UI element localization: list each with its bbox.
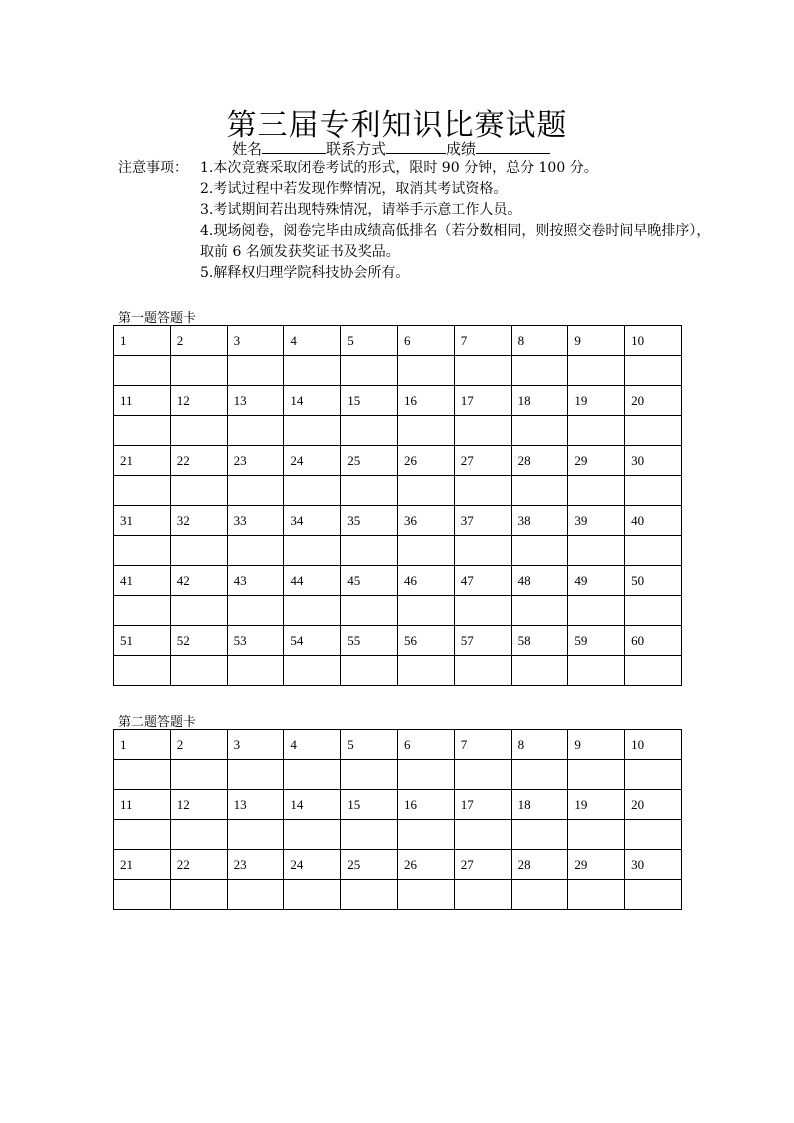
answer-cell[interactable] bbox=[454, 476, 511, 506]
question-number-cell: 47 bbox=[454, 566, 511, 596]
question-number-cell: 29 bbox=[568, 850, 625, 880]
notice-item: 3.考试期间若出现特殊情况，请举手示意工作人员。 bbox=[200, 202, 522, 218]
question-number-cell: 26 bbox=[397, 850, 454, 880]
question-number-cell: 15 bbox=[341, 386, 398, 416]
question-number-cell: 60 bbox=[625, 626, 682, 656]
question-number-cell: 17 bbox=[454, 790, 511, 820]
answer-cell[interactable] bbox=[170, 760, 227, 790]
question-number-cell: 52 bbox=[170, 626, 227, 656]
name-blank[interactable] bbox=[262, 139, 326, 154]
answer-cell[interactable] bbox=[511, 820, 568, 850]
question-number-row bbox=[114, 626, 682, 656]
answer-cell[interactable] bbox=[170, 820, 227, 850]
answer-cell[interactable] bbox=[170, 356, 227, 386]
question-number-row bbox=[114, 850, 682, 880]
answer-cell[interactable] bbox=[170, 416, 227, 446]
question-number-cell: 56 bbox=[397, 626, 454, 656]
answer-cell[interactable] bbox=[568, 596, 625, 626]
question-number-cell: 18 bbox=[511, 386, 568, 416]
question-number-cell: 14 bbox=[284, 790, 341, 820]
answer-cell[interactable] bbox=[341, 760, 398, 790]
answer-cell[interactable] bbox=[454, 656, 511, 686]
answer-cell[interactable] bbox=[284, 596, 341, 626]
answer-cell[interactable] bbox=[568, 760, 625, 790]
answer-cell[interactable] bbox=[341, 356, 398, 386]
answer-row bbox=[114, 356, 682, 386]
answer-cell[interactable] bbox=[454, 596, 511, 626]
question-number-cell: 7 bbox=[454, 730, 511, 760]
question-number-cell: 12 bbox=[170, 790, 227, 820]
question-number-cell: 59 bbox=[568, 626, 625, 656]
question-number-cell: 10 bbox=[625, 326, 682, 356]
contact-blank[interactable] bbox=[386, 139, 446, 154]
answer-cell[interactable] bbox=[511, 596, 568, 626]
question-number-cell: 58 bbox=[511, 626, 568, 656]
question-number-cell: 20 bbox=[625, 386, 682, 416]
question-number-row bbox=[114, 446, 682, 476]
answer-cell[interactable] bbox=[397, 820, 454, 850]
question-number-cell: 39 bbox=[568, 506, 625, 536]
answer-cell[interactable] bbox=[341, 596, 398, 626]
answer-cell[interactable] bbox=[511, 416, 568, 446]
answer-cell[interactable] bbox=[227, 820, 284, 850]
question-number-cell: 54 bbox=[284, 626, 341, 656]
answer-cell[interactable] bbox=[511, 536, 568, 566]
question-number-cell: 41 bbox=[114, 566, 171, 596]
question-number-cell: 27 bbox=[454, 446, 511, 476]
question-number-cell: 9 bbox=[568, 730, 625, 760]
answer-cell[interactable] bbox=[227, 476, 284, 506]
answer-cell[interactable] bbox=[114, 656, 171, 686]
student-info-line bbox=[232, 138, 550, 159]
answer-cell[interactable] bbox=[170, 880, 227, 910]
question-number-cell: 10 bbox=[625, 730, 682, 760]
answer-cell[interactable] bbox=[114, 880, 171, 910]
answer-cell[interactable] bbox=[454, 880, 511, 910]
question-number-cell: 30 bbox=[625, 446, 682, 476]
question-number-cell: 44 bbox=[284, 566, 341, 596]
question-number-cell: 9 bbox=[568, 326, 625, 356]
answer-row bbox=[114, 880, 682, 910]
answer-cell[interactable] bbox=[568, 476, 625, 506]
answer-cell[interactable] bbox=[284, 656, 341, 686]
answer-cell[interactable] bbox=[397, 596, 454, 626]
question-number-cell: 51 bbox=[114, 626, 171, 656]
question-number-cell: 26 bbox=[397, 446, 454, 476]
contact-label: 联系方式 bbox=[326, 140, 387, 158]
answer-cell[interactable] bbox=[625, 656, 682, 686]
answer-cell[interactable] bbox=[568, 416, 625, 446]
notice-section bbox=[118, 158, 718, 284]
question-number-cell: 6 bbox=[397, 730, 454, 760]
question-number-cell: 29 bbox=[568, 446, 625, 476]
question-number-cell: 8 bbox=[511, 730, 568, 760]
answer-cell[interactable] bbox=[397, 656, 454, 686]
answer-cell[interactable] bbox=[568, 656, 625, 686]
answer-cell[interactable] bbox=[625, 880, 682, 910]
question-number-cell: 4 bbox=[284, 730, 341, 760]
answer-cell[interactable] bbox=[170, 656, 227, 686]
card1-label: 第一题答题卡 bbox=[118, 311, 197, 326]
question-number-cell: 3 bbox=[227, 730, 284, 760]
question-number-cell: 7 bbox=[454, 326, 511, 356]
question-number-cell: 49 bbox=[568, 566, 625, 596]
answer-row bbox=[114, 656, 682, 686]
answer-cell[interactable] bbox=[284, 476, 341, 506]
question-number-row bbox=[114, 506, 682, 536]
question-number-cell: 45 bbox=[341, 566, 398, 596]
answer-cell[interactable] bbox=[227, 760, 284, 790]
question-number-cell: 28 bbox=[511, 446, 568, 476]
name-label: 姓名 bbox=[232, 140, 263, 158]
question-number-cell: 1 bbox=[114, 326, 171, 356]
answer-cell[interactable] bbox=[284, 820, 341, 850]
question-number-row bbox=[114, 326, 682, 356]
answer-cell[interactable] bbox=[397, 536, 454, 566]
answer-cell[interactable] bbox=[341, 820, 398, 850]
question-number-cell: 42 bbox=[170, 566, 227, 596]
answer-cell[interactable] bbox=[454, 536, 511, 566]
question-number-cell: 33 bbox=[227, 506, 284, 536]
question-number-cell: 4 bbox=[284, 326, 341, 356]
question-number-cell: 1 bbox=[114, 730, 171, 760]
answer-cell[interactable] bbox=[114, 760, 171, 790]
question-number-row bbox=[114, 730, 682, 760]
question-number-cell: 55 bbox=[341, 626, 398, 656]
answer-cell[interactable] bbox=[625, 536, 682, 566]
answer-cell[interactable] bbox=[568, 880, 625, 910]
notice-item: 2.考试过程中若发现作弊情况，取消其考试资格。 bbox=[200, 181, 508, 197]
answer-cell[interactable] bbox=[397, 356, 454, 386]
question-number-cell: 11 bbox=[114, 386, 171, 416]
answer-cell[interactable] bbox=[341, 476, 398, 506]
question-number-cell: 48 bbox=[511, 566, 568, 596]
question-number-cell: 38 bbox=[511, 506, 568, 536]
answer-cell[interactable] bbox=[568, 536, 625, 566]
question-number-cell: 37 bbox=[454, 506, 511, 536]
answer-row bbox=[114, 536, 682, 566]
question-number-cell: 36 bbox=[397, 506, 454, 536]
score-label: 成绩 bbox=[446, 140, 477, 158]
answer-cell[interactable] bbox=[114, 476, 171, 506]
question-number-cell: 18 bbox=[511, 790, 568, 820]
answer-cell[interactable] bbox=[625, 476, 682, 506]
question-number-cell: 23 bbox=[227, 446, 284, 476]
question-number-cell: 35 bbox=[341, 506, 398, 536]
question-number-cell: 8 bbox=[511, 326, 568, 356]
question-number-cell: 22 bbox=[170, 446, 227, 476]
answer-cell[interactable] bbox=[227, 656, 284, 686]
answer-cell[interactable] bbox=[625, 820, 682, 850]
question-number-cell: 2 bbox=[170, 730, 227, 760]
question-number-cell: 2 bbox=[170, 326, 227, 356]
question-number-cell: 19 bbox=[568, 790, 625, 820]
answer-cell[interactable] bbox=[511, 356, 568, 386]
question-number-cell: 14 bbox=[284, 386, 341, 416]
question-number-cell: 21 bbox=[114, 446, 171, 476]
answer-cell[interactable] bbox=[284, 416, 341, 446]
answer-cell[interactable] bbox=[227, 416, 284, 446]
notice-list bbox=[200, 158, 718, 284]
card2-label: 第二题答题卡 bbox=[118, 715, 197, 730]
question-number-cell: 34 bbox=[284, 506, 341, 536]
question-number-cell: 43 bbox=[227, 566, 284, 596]
score-blank[interactable] bbox=[476, 139, 550, 154]
answer-cell[interactable] bbox=[625, 416, 682, 446]
answer-cell[interactable] bbox=[568, 356, 625, 386]
question-number-cell: 22 bbox=[170, 850, 227, 880]
question-number-row bbox=[114, 566, 682, 596]
question-number-cell: 23 bbox=[227, 850, 284, 880]
answer-row bbox=[114, 596, 682, 626]
answer-cell[interactable] bbox=[397, 476, 454, 506]
answer-card-1 bbox=[113, 325, 682, 686]
question-number-cell: 5 bbox=[341, 326, 398, 356]
answer-row bbox=[114, 416, 682, 446]
question-number-cell: 20 bbox=[625, 790, 682, 820]
question-number-cell: 30 bbox=[625, 850, 682, 880]
answer-cell[interactable] bbox=[341, 656, 398, 686]
answer-cell[interactable] bbox=[397, 416, 454, 446]
answer-cell[interactable] bbox=[397, 880, 454, 910]
answer-card-2 bbox=[113, 729, 682, 910]
answer-row bbox=[114, 760, 682, 790]
answer-cell[interactable] bbox=[170, 596, 227, 626]
question-number-row bbox=[114, 386, 682, 416]
answer-cell[interactable] bbox=[114, 416, 171, 446]
question-number-cell: 12 bbox=[170, 386, 227, 416]
answer-cell[interactable] bbox=[114, 820, 171, 850]
page-title: 第三届专利知识比赛试题 bbox=[226, 108, 568, 143]
notice-item: 1.本次竞赛采取闭卷考试的形式，限时 90 分钟，总分 100 分。 bbox=[200, 160, 598, 176]
answer-cell[interactable] bbox=[568, 820, 625, 850]
answer-cell[interactable] bbox=[114, 596, 171, 626]
question-number-cell: 24 bbox=[284, 446, 341, 476]
answer-row bbox=[114, 820, 682, 850]
answer-cell[interactable] bbox=[454, 416, 511, 446]
question-number-cell: 50 bbox=[625, 566, 682, 596]
answer-cell[interactable] bbox=[454, 820, 511, 850]
question-number-cell: 28 bbox=[511, 850, 568, 880]
answer-cell[interactable] bbox=[227, 596, 284, 626]
question-number-cell: 32 bbox=[170, 506, 227, 536]
answer-cell[interactable] bbox=[284, 356, 341, 386]
answer-cell[interactable] bbox=[341, 416, 398, 446]
answer-cell[interactable] bbox=[284, 880, 341, 910]
question-number-cell: 16 bbox=[397, 790, 454, 820]
answer-cell[interactable] bbox=[397, 760, 454, 790]
question-number-cell: 16 bbox=[397, 386, 454, 416]
question-number-cell: 15 bbox=[341, 790, 398, 820]
answer-cell[interactable] bbox=[284, 760, 341, 790]
question-number-cell: 40 bbox=[625, 506, 682, 536]
question-number-cell: 6 bbox=[397, 326, 454, 356]
question-number-cell: 13 bbox=[227, 790, 284, 820]
question-number-cell: 57 bbox=[454, 626, 511, 656]
question-number-cell: 31 bbox=[114, 506, 171, 536]
answer-cell[interactable] bbox=[227, 356, 284, 386]
question-number-cell: 11 bbox=[114, 790, 171, 820]
answer-cell[interactable] bbox=[454, 356, 511, 386]
question-number-cell: 24 bbox=[284, 850, 341, 880]
answer-cell[interactable] bbox=[114, 356, 171, 386]
answer-cell[interactable] bbox=[170, 536, 227, 566]
question-number-cell: 25 bbox=[341, 850, 398, 880]
answer-cell[interactable] bbox=[227, 536, 284, 566]
answer-cell[interactable] bbox=[341, 536, 398, 566]
question-number-cell: 3 bbox=[227, 326, 284, 356]
answer-cell[interactable] bbox=[625, 596, 682, 626]
question-number-cell: 46 bbox=[397, 566, 454, 596]
answer-cell[interactable] bbox=[625, 356, 682, 386]
answer-cell[interactable] bbox=[114, 536, 171, 566]
answer-cell[interactable] bbox=[511, 476, 568, 506]
question-number-cell: 27 bbox=[454, 850, 511, 880]
question-number-cell: 21 bbox=[114, 850, 171, 880]
question-number-cell: 5 bbox=[341, 730, 398, 760]
notice-item: 4.现场阅卷，阅卷完毕由成绩高低排名（若分数相同，则按照交卷时间早晚排序），取前 6 名颁发获奖证书及奖品。 bbox=[200, 223, 711, 260]
notice-label: 注意事项： bbox=[118, 160, 188, 176]
question-number-cell: 13 bbox=[227, 386, 284, 416]
question-number-cell: 53 bbox=[227, 626, 284, 656]
question-number-row bbox=[114, 790, 682, 820]
answer-row bbox=[114, 476, 682, 506]
question-number-cell: 19 bbox=[568, 386, 625, 416]
answer-cell[interactable] bbox=[511, 656, 568, 686]
answer-cell[interactable] bbox=[511, 880, 568, 910]
notice-item: 5.解释权归理学院科技协会所有。 bbox=[200, 265, 410, 281]
question-number-cell: 17 bbox=[454, 386, 511, 416]
answer-cell[interactable] bbox=[511, 760, 568, 790]
question-number-cell: 25 bbox=[341, 446, 398, 476]
answer-cell[interactable] bbox=[341, 880, 398, 910]
answer-cell[interactable] bbox=[625, 760, 682, 790]
answer-cell[interactable] bbox=[227, 880, 284, 910]
answer-cell[interactable] bbox=[170, 476, 227, 506]
answer-cell[interactable] bbox=[284, 536, 341, 566]
answer-cell[interactable] bbox=[454, 760, 511, 790]
